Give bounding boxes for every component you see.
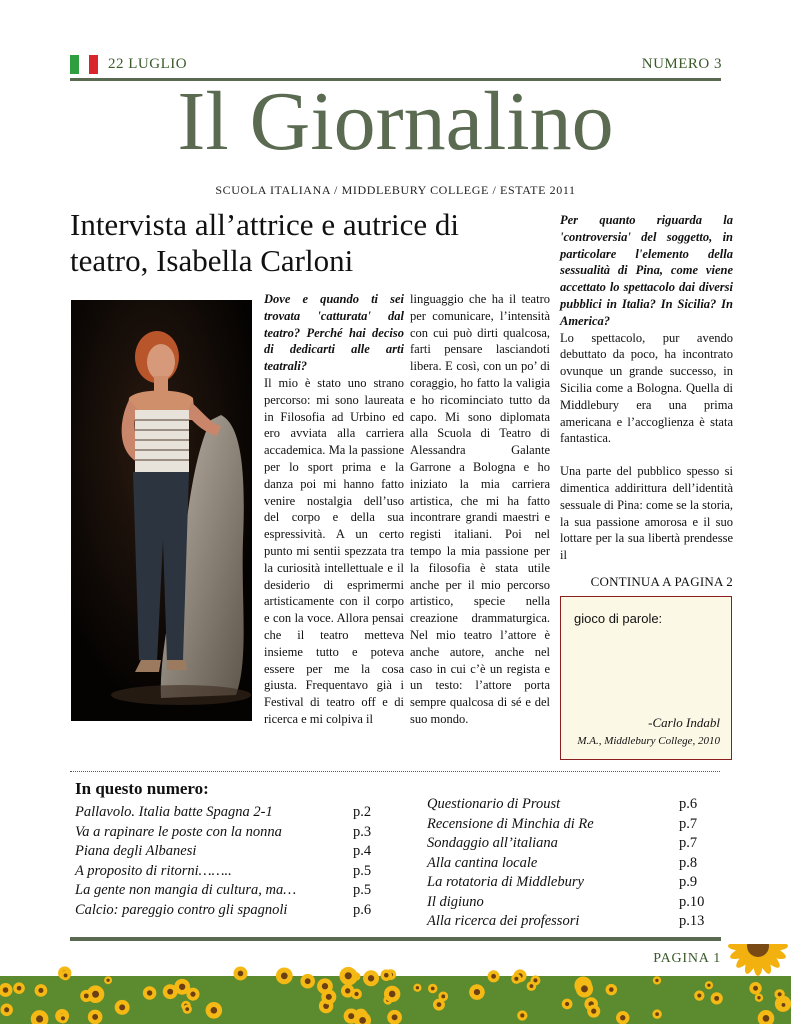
toc-item-title: La rotatoria di Middlebury xyxy=(427,874,584,890)
sunflower-icon xyxy=(344,1009,359,1024)
toc-item-page: p.4 xyxy=(353,843,372,859)
article-headline: Intervista all’attrice e autrice di teatro, Isabella Carloni xyxy=(70,207,460,278)
actress-photo-illustration xyxy=(71,300,252,721)
continue-link[interactable]: CONTINUA A PAGINA 2 xyxy=(590,574,733,589)
masthead-title: Il Giornalino xyxy=(177,75,614,168)
sunflower-icon xyxy=(143,986,157,1000)
italian-flag-icon xyxy=(70,55,98,74)
sunflower-icon xyxy=(174,979,190,995)
sunflower-icon xyxy=(384,986,400,1002)
toc-item-title: A proposito di ritorni…….. xyxy=(75,862,232,879)
sunflower-icon xyxy=(428,984,438,994)
toc-item-page: p.7 xyxy=(679,815,698,832)
sunflower-icon xyxy=(694,990,704,1000)
toc-item-page: p.7 xyxy=(679,835,698,851)
sunflower-icon xyxy=(616,1011,629,1024)
toc-item[interactable] xyxy=(75,823,385,843)
sunflower-icon xyxy=(606,984,618,996)
toc-item-page: p.13 xyxy=(679,913,705,929)
toc-item-page: p.8 xyxy=(679,854,698,871)
toc-item[interactable] xyxy=(427,815,727,835)
quote-affiliation: M.A., Middlebury College, 2010 xyxy=(577,735,720,747)
sunflower-icon xyxy=(183,1004,192,1013)
toc-item-title: Il digiuno xyxy=(427,893,484,910)
article-column-3 xyxy=(560,212,733,564)
sunflower-icon xyxy=(104,976,112,984)
sunflower-icon xyxy=(653,976,661,984)
interview-answer-1: Il mio è stato uno strano percorso: mi sono laureata in Filosofia ad Urbino ed ero avviata alla carriera accademica. Ma la passione per lo sport prima e la danza poi mi hanno fatto venire nostalgia dell’uso del corpo e della sua espressività. A un certo punto mi sentii spezzata tra la curiosità intellettuale e il desiderio di esprimermi artisticamente con il corpo e con la voce. Allora pensai che il teatro metteva insieme tutto e poteva essere per me la cosa giusta. Frequentavo già i Festival di teatro off e di ricerca e mi colpiva il xyxy=(264,375,404,726)
sunflower-icon xyxy=(341,984,354,997)
toc-item-page: p.6 xyxy=(353,901,372,918)
toc-item-title: Pallavolo. Italia batte Spagna 2-1 xyxy=(75,804,273,820)
toc-item-title: Questionario di Proust xyxy=(427,796,561,812)
sunflower-icon xyxy=(0,1004,13,1017)
page-number: PAGINA 1 xyxy=(653,951,721,966)
sunflower-icon xyxy=(339,967,357,985)
masthead-subtitle: SCUOLA ITALIANA / MIDDLEBURY COLLEGE / ESTATE 2011 xyxy=(215,183,576,197)
toc-right-column xyxy=(427,795,727,932)
sunflower-icon xyxy=(61,970,71,980)
sunflower-icon xyxy=(511,974,521,984)
actress-photo xyxy=(71,300,252,721)
quote-box xyxy=(560,596,732,760)
sunflower-icon xyxy=(80,990,92,1002)
flag-white-stripe xyxy=(79,55,88,74)
interview-answer-2-part-2: Una parte del pubblico spesso si dimentica addirittura dell’identità sessuale di Pina: come se la storia, la sua passione amorosa e il suo lottare per la sua libertà prendesse il xyxy=(560,464,733,563)
interview-question-2: Per quanto riguarda la 'controversia' del soggetto, in particolare l'elemento della sessualità di Pina, come viene accettato lo spettacolo dai diversi pubblici in Italia? In Sicilia? In America? xyxy=(560,213,733,328)
toc-item-page: p.6 xyxy=(679,796,698,812)
issue-number: NUMERO 3 xyxy=(641,56,722,72)
sunflower-icon xyxy=(58,1013,68,1023)
sunflower-icon xyxy=(530,975,540,985)
toc-item-page: p.3 xyxy=(353,823,372,840)
sunflower-icon xyxy=(233,966,247,980)
section-divider xyxy=(70,771,720,772)
sunflower-icon xyxy=(562,999,573,1010)
toc-item[interactable] xyxy=(75,862,385,882)
toc-item-page: p.5 xyxy=(353,862,372,879)
toc-item-title: Sondaggio all’italiana xyxy=(427,835,558,851)
toc-item-page: p.9 xyxy=(679,874,698,890)
flag-red-stripe xyxy=(89,55,98,74)
toc-item[interactable] xyxy=(427,893,727,913)
sunflower-icon xyxy=(433,999,445,1011)
sunflower-icon xyxy=(576,980,593,997)
sunflower-icon xyxy=(587,1005,600,1018)
sunflower-icon xyxy=(276,967,293,984)
toc-item[interactable] xyxy=(427,912,727,932)
toc-item[interactable] xyxy=(75,881,385,901)
sunflower-icon xyxy=(321,989,336,1004)
toc-item-page: p.2 xyxy=(353,804,372,820)
sunflower-icon xyxy=(115,1000,130,1015)
sunflower-icon xyxy=(755,994,763,1002)
toc-item-title: La gente non mangia di cultura, ma… xyxy=(75,882,297,898)
sunflower-icon xyxy=(206,1002,223,1019)
sunflower-icon xyxy=(705,981,713,989)
sunflower-icon xyxy=(749,982,761,994)
toc-item-page: p.10 xyxy=(679,893,705,910)
toc-item-title: Recensione di Minchia di Re xyxy=(427,815,594,832)
toc-left-column xyxy=(75,803,385,920)
sunflower-icon xyxy=(88,1010,103,1024)
issue-date: 22 LUGLIO xyxy=(108,56,188,72)
toc-item-page: p.5 xyxy=(353,882,372,898)
toc-item-title: Va a rapinare le poste con la nonna xyxy=(75,823,282,840)
sunflower-icon xyxy=(711,992,723,1004)
toc-item[interactable] xyxy=(427,854,727,874)
sunflower-icon xyxy=(469,984,485,1000)
sunflower-icon xyxy=(517,1010,527,1020)
sunflower-icon xyxy=(35,984,48,997)
sunflower-icon xyxy=(13,982,25,994)
sunflower-icon xyxy=(779,1000,789,1010)
toc-item-title: Alla ricerca dei professori xyxy=(427,913,580,929)
toc-item[interactable] xyxy=(75,803,385,823)
toc-item-title: Alla cantina locale xyxy=(427,854,538,871)
toc-item-title: Calcio: pareggio contro gli spagnoli xyxy=(75,901,288,918)
sunflower-icon xyxy=(413,984,421,992)
interview-question-1: Dove e quando ti sei trovata 'catturata' dal teatro? Perché hai deciso di dedicarti alle arti teatrali? xyxy=(264,292,404,374)
interview-answer-2-part-1: Lo spettacolo, pur avendo debuttato da poco, ha incontrato ovunque un grande successo, in Sicilia come a Bologna. Quella di Middlebury era una prima americana e l’accoglienza è stata fantastica. xyxy=(560,330,733,446)
flag-green-stripe xyxy=(70,55,79,74)
quote-author: -Carlo Indabl xyxy=(648,715,720,730)
sunflower-icon xyxy=(488,970,500,982)
sunflower-icon xyxy=(300,974,315,989)
toc-title: In questo numero: xyxy=(75,779,209,798)
article-column-2 xyxy=(410,291,550,728)
sunflower-icon xyxy=(652,1009,661,1018)
sunflower-icon xyxy=(363,970,379,986)
toc-item[interactable] xyxy=(427,873,727,893)
quote-label: gioco di parole: xyxy=(574,611,663,626)
article-column-1 xyxy=(264,291,404,728)
toc-item[interactable] xyxy=(75,901,385,921)
interview-answer-1-continued: linguaggio che ha il teatro per comunicare, l’intensità con cui può dirti qualcosa, farti pensare lasciandoti libera. E così, con un po’ di coraggio, ho fatto la valigia e ho ricominciato tutto da capo. Mi sono diplomata alla Scuola di Teatro di Alessandra Galante Garrone a Bologna e ho iniziato la mia carriera artistica, che mi ha fatto incontrare grandi maestri e registi italiani. Poi nel tempo la mia passione per la filosofia è stata utile anche per il mio percorso artistico, specie nella creazione drammaturgica. Nel mio teatro l’attore è anche autore, anche nel caso in cui c’è un regista e un testo: l’attore porta sempre qualcosa di sé e del suo mondo. xyxy=(410,292,550,726)
sunflower-icon xyxy=(380,969,392,981)
toc-item-title: Piana degli Albanesi xyxy=(75,843,197,859)
toc-item[interactable] xyxy=(427,834,727,854)
toc-item[interactable] xyxy=(75,842,385,862)
toc-item[interactable] xyxy=(427,795,727,815)
footer-rule xyxy=(70,937,721,941)
